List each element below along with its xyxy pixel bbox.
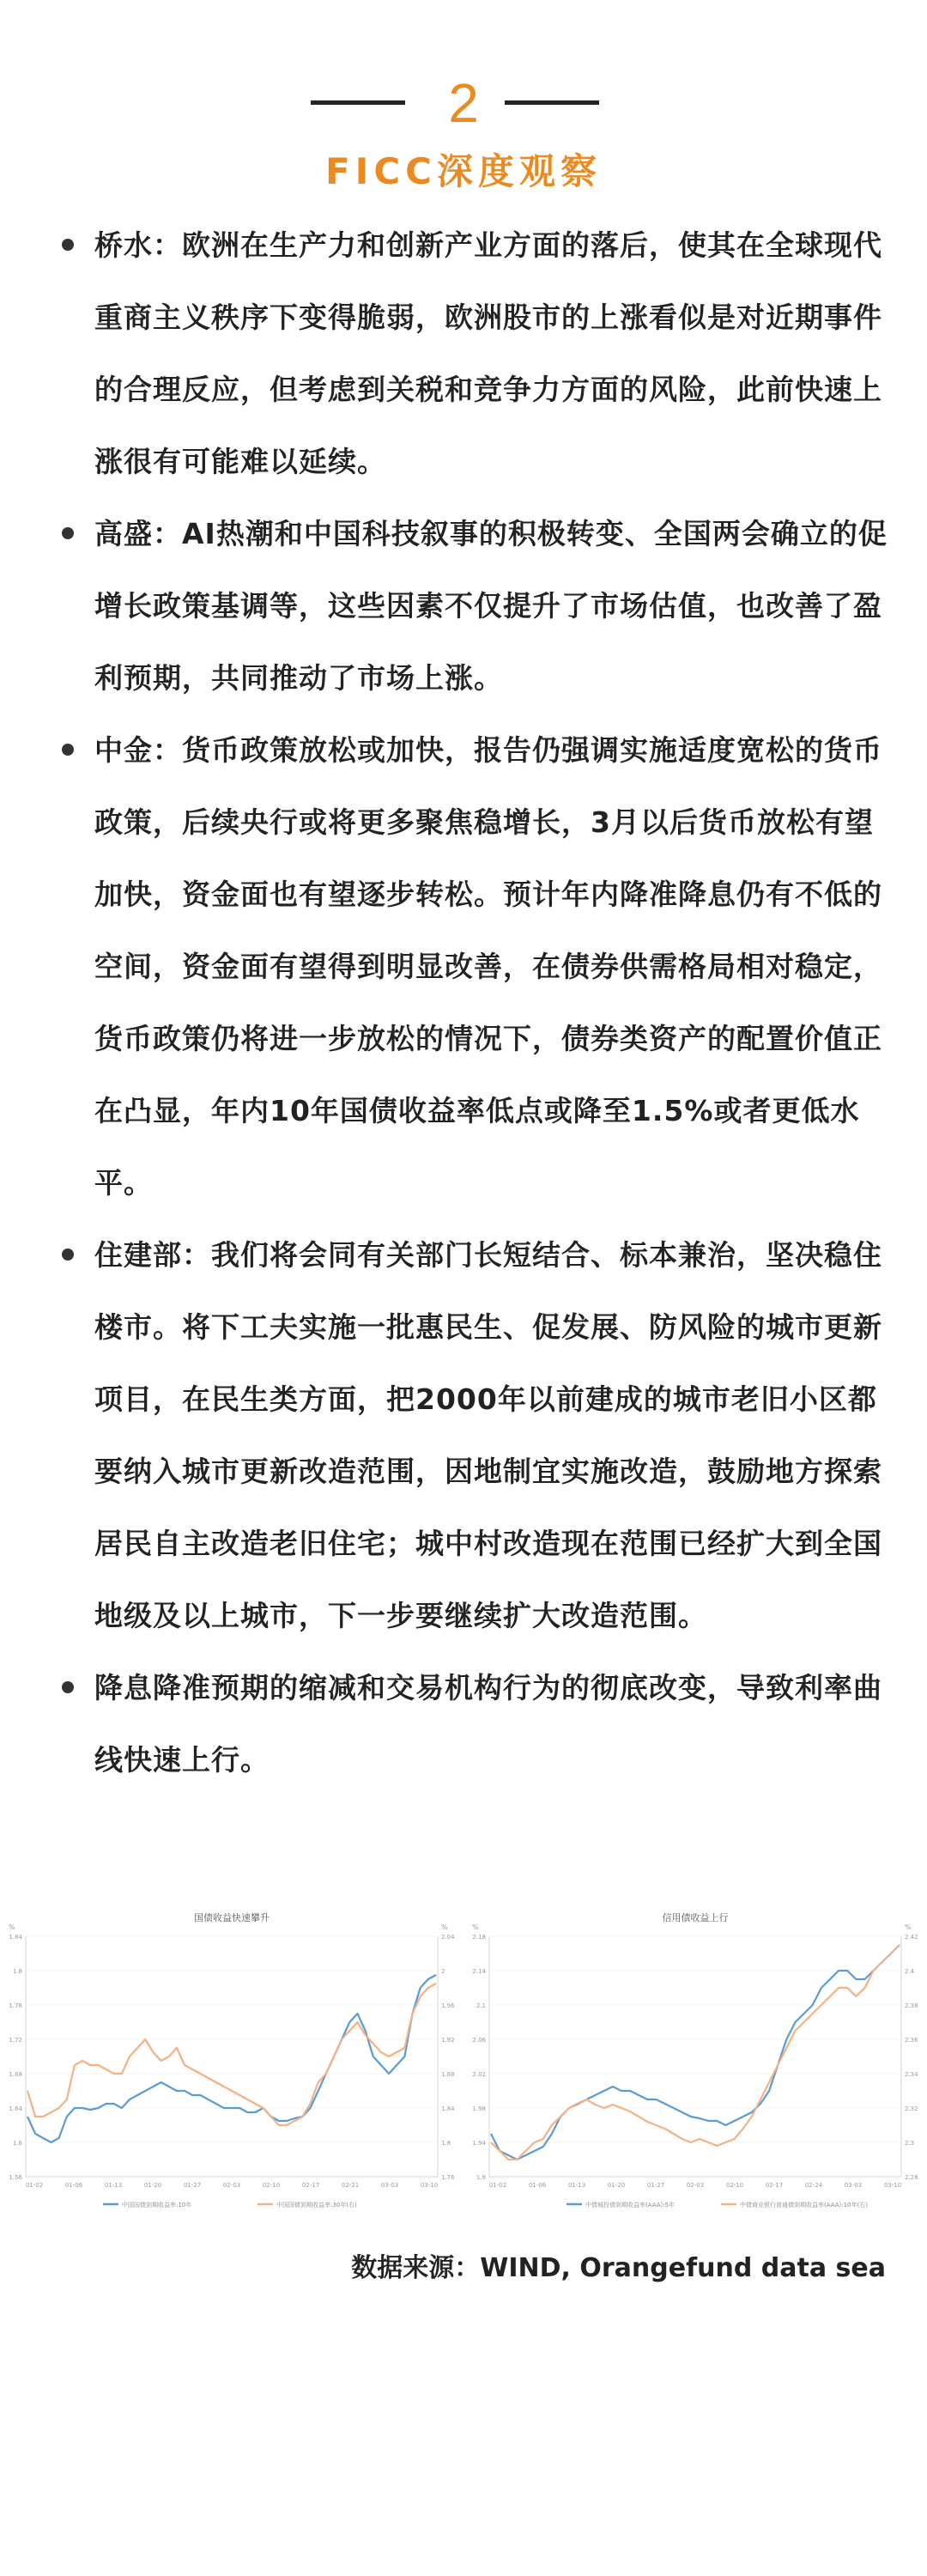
x-tick-label: 01-20 — [143, 2182, 162, 2189]
left-tick-label: 2.14 — [472, 1968, 486, 1975]
bullet-dot-icon — [62, 1681, 74, 1693]
x-tick-label: 01-27 — [646, 2182, 665, 2189]
legend-label: 中国国债到期收益率:30年(右) — [276, 2202, 357, 2208]
left-tick-label: 1.8 — [12, 1968, 22, 1975]
x-tick-label: 02-17 — [765, 2182, 784, 2189]
bullet-item — [60, 714, 893, 1219]
left-tick-label: 1.98 — [472, 2105, 486, 2112]
legend-label: 中债城投债到期收益率(AAA):5年 — [585, 2202, 676, 2208]
x-tick-label: 03-03 — [380, 2182, 399, 2189]
left-tick-label: 1.68 — [9, 2071, 22, 2078]
right-tick-label: 2.36 — [905, 2037, 918, 2044]
left-tick-label: 2.02 — [472, 2071, 486, 2078]
left-axis-unit: % — [9, 1923, 15, 1931]
bullet-dot-icon — [62, 527, 74, 539]
section-number: 2 — [448, 72, 479, 134]
right-tick-label: 1.92 — [441, 2037, 455, 2044]
right-tick-label: 2.42 — [905, 1934, 918, 1941]
series-line — [491, 1945, 900, 2160]
section-title: FICC深度观察 — [325, 150, 602, 192]
legend-label: 中债商业银行普通债到期收益率(AAA):10年(右) — [740, 2202, 868, 2208]
x-tick-label: 01-06 — [528, 2182, 547, 2189]
x-tick-label: 02-03 — [686, 2182, 705, 2189]
bullet-item — [60, 1652, 893, 1796]
left-tick-label: 1.64 — [9, 2105, 22, 2112]
left-tick-label: 1.84 — [9, 1934, 22, 1941]
left-tick-label: 2.06 — [472, 2037, 486, 2044]
left-tick-label: 1.94 — [472, 2140, 486, 2147]
x-tick-label: 01-20 — [607, 2182, 626, 2189]
bullet-list — [60, 210, 893, 1796]
right-tick-label: 2.28 — [905, 2174, 918, 2181]
bullet-text: 住建部：我们将会同有关部门长短结合、标本兼治，坚决稳住楼市。将下工夫实施一批惠民生、促发展、防风险的城市更新项目，在民生类方面，把2000年以前建成的城市老旧小区都要纳入城市更新改造范围，因地制宜实施改造，鼓励地方探索居民自主改造老旧住宅；城中村改造现在范围已经扩大到全国地级及以上城市，下一步要继续扩大改造范围。 — [94, 1238, 882, 1632]
x-tick-label: 02-10 — [262, 2182, 281, 2189]
right-tick-label: 1.96 — [441, 2002, 455, 2009]
right-tick-label: 2 — [441, 1968, 445, 1975]
left-tick-label: 1.56 — [9, 2174, 22, 2181]
x-tick-label: 02-10 — [725, 2182, 744, 2189]
right-tick-label: 1.8 — [441, 2140, 451, 2147]
bullet-item — [60, 1219, 893, 1652]
header-right-rule — [505, 100, 599, 105]
bullet-text: 中金：货币政策放松或加快，报告仍强调实施适度宽松的货币政策，后续央行或将更多聚焦稳增长，3月以后货币放松有望加快，资金面也有望逐步转松。预计年内降准降息仍有不低的空间，资金面有望得到明显改善，在债券供需格局相对稳定，货币政策仍将进一步放松的情况下，债券类资产的配置价值正在凸显，年内10年国债收益率低点或降至1.5%或者更低水平。 — [94, 733, 882, 1200]
x-tick-label: 02-03 — [222, 2182, 241, 2189]
x-tick-label: 02-21 — [341, 2182, 360, 2189]
x-tick-label: 01-02 — [25, 2182, 44, 2189]
chart-title: 国债收益快速攀升 — [194, 1912, 270, 1923]
right-tick-label: 2.38 — [905, 2002, 918, 2009]
bullet-text: 降息降准预期的缩减和交易机构行为的彻底改变，导致利率曲线快速上行。 — [94, 1671, 882, 1777]
chart-treasury-svg — [0, 1902, 464, 2245]
x-tick-label: 01-13 — [567, 2182, 586, 2189]
chart-title: 信用债收益上行 — [662, 1912, 729, 1923]
chart-credit-svg — [464, 1902, 927, 2245]
left-tick-label: 2.1 — [476, 2002, 486, 2009]
left-tick-label: 1.9 — [476, 2174, 486, 2181]
bullet-item — [60, 210, 893, 498]
right-tick-label: 2.32 — [905, 2105, 918, 2112]
bullet-text: 高盛：AI热潮和中国科技叙事的积极转变、全国两会确立的促增长政策基调等，这些因素不仅提升了市场估值，也改善了盈利预期，共同推动了市场上涨。 — [94, 517, 888, 695]
left-tick-label: 2.18 — [472, 1934, 486, 1941]
series-line — [491, 1945, 900, 2160]
right-tick-label: 2.04 — [441, 1934, 455, 1941]
bullet-text: 桥水：欧洲在生产力和创新产业方面的落后，使其在全球现代重商主义秩序下变得脆弱，欧洲股市的上涨看似是对近期事件的合理反应，但考虑到关税和竞争力方面的风险，此前快速上涨很有可能难以延续。 — [94, 228, 882, 478]
left-tick-label: 1.6 — [12, 2140, 22, 2147]
x-tick-label: 02-24 — [804, 2182, 823, 2189]
x-tick-label: 01-27 — [183, 2182, 202, 2189]
x-tick-label: 01-13 — [104, 2182, 123, 2189]
bullet-dot-icon — [62, 1249, 74, 1261]
right-tick-label: 2.3 — [905, 2140, 915, 2147]
chart-treasury-yield — [0, 1902, 464, 2245]
x-tick-label: 03-03 — [844, 2182, 863, 2189]
right-tick-label: 1.76 — [441, 2174, 455, 2181]
left-tick-label: 1.72 — [9, 2037, 22, 2044]
chart-panel — [0, 1902, 927, 2245]
series-line — [27, 1975, 436, 2142]
right-axis-unit: % — [441, 1923, 448, 1931]
bullet-dot-icon — [62, 744, 74, 756]
x-tick-label: 03-10 — [883, 2182, 902, 2189]
right-axis-unit: % — [905, 1923, 912, 1931]
left-axis-unit: % — [472, 1923, 479, 1931]
data-source-note: 数据来源：WIND, Orangefund data sea — [351, 2253, 886, 2283]
bullet-dot-icon — [62, 239, 74, 251]
right-tick-label: 1.84 — [441, 2105, 455, 2112]
right-tick-label: 2.34 — [905, 2071, 918, 2078]
x-tick-label: 01-02 — [488, 2182, 507, 2189]
legend-label: 中国国债到期收益率:10年 — [122, 2202, 192, 2208]
x-tick-label: 02-17 — [301, 2182, 320, 2189]
x-tick-label: 03-10 — [420, 2182, 439, 2189]
left-tick-label: 1.76 — [9, 2002, 22, 2009]
bullet-item — [60, 498, 893, 714]
section-header — [0, 60, 927, 146]
x-tick-label: 01-06 — [64, 2182, 83, 2189]
chart-credit-yield — [464, 1902, 927, 2245]
right-tick-label: 2.4 — [905, 1968, 915, 1975]
right-tick-label: 1.88 — [441, 2071, 455, 2078]
